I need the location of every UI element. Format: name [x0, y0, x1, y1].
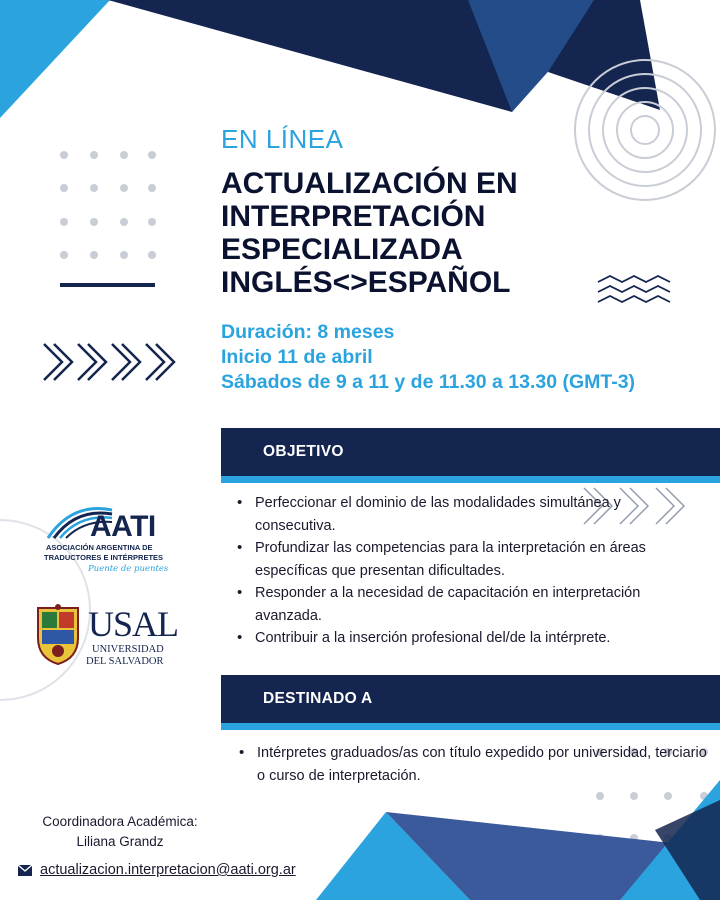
- aati-line-1: ASOCIACIÓN ARGENTINA DE: [46, 543, 153, 552]
- duration-text: Duración: 8 meses: [221, 321, 395, 343]
- course-title: [221, 167, 518, 299]
- destinado-heading: DESTINADO A: [263, 690, 373, 707]
- coordinator-name: Liliana Grandz: [76, 834, 164, 849]
- title-line-2: INTERPRETACIÓN: [221, 200, 486, 233]
- destinado-list: [237, 742, 712, 787]
- dot-grid-left: [60, 151, 156, 259]
- email-row: [18, 862, 296, 878]
- list-item: • Responder a la necesidad de capacitación en interpretación avanzada.: [235, 582, 705, 627]
- title-line-1: ACTUALIZACIÓN EN: [221, 167, 518, 200]
- schedule-text: Sábados de 9 a 11 y de 11.30 a 13.30 (GMT-3): [221, 371, 636, 393]
- title-line-4: INGLÉS<>ESPAÑOL: [221, 266, 511, 299]
- email-link[interactable]: actualizacion.interpretacion@aati.org.ar: [40, 862, 296, 878]
- usal-shield-icon: [34, 604, 82, 666]
- objetivo-list: [235, 492, 705, 650]
- destinado-header-bar: [221, 675, 720, 723]
- start-date-text: Inicio 11 de abril: [221, 346, 373, 368]
- title-line-3: ESPECIALIZADA: [221, 233, 463, 266]
- objetivo-header-bar: [221, 428, 720, 476]
- envelope-icon: [18, 865, 32, 876]
- list-item: • Contribuir a la inserción profesional del/de la intérprete.: [235, 627, 705, 650]
- usal-line-2: DEL SALVADOR: [86, 656, 164, 667]
- list-item: • Intérpretes graduados/as con título expedido por universidad, terciario o curso de interpretación.: [237, 742, 712, 787]
- chevrons-icon: [44, 344, 174, 380]
- eyebrow-online: EN LÍNEA: [221, 124, 344, 154]
- usal-logo: [34, 604, 184, 670]
- course-details: [221, 320, 635, 395]
- list-item: • Perfeccionar el dominio de las modalidades simultánea y consecutiva.: [235, 492, 705, 537]
- aati-tagline: Puente de puentes: [88, 564, 169, 574]
- navy-divider: [60, 283, 155, 287]
- objetivo-accent-line: [221, 476, 720, 483]
- usal-line-1: UNIVERSIDAD: [92, 644, 164, 655]
- zigzag-icon: [598, 276, 670, 302]
- top-left-blue-triangle: [0, 0, 110, 118]
- aati-logo: [42, 500, 182, 582]
- list-item: • Profundizar las competencias para la interpretación en áreas específicas que presentan dificultades.: [235, 537, 705, 582]
- usal-name: USAL: [88, 604, 179, 644]
- aati-name: AATI: [90, 510, 156, 543]
- coordinator-label: Coordinadora Académica:: [42, 814, 198, 829]
- aati-line-2: TRADUCTORES E INTÉRPRETES: [44, 553, 164, 562]
- objetivo-heading: OBJETIVO: [263, 443, 344, 460]
- coordinator-block: [20, 812, 220, 852]
- destinado-accent-line: [221, 723, 720, 730]
